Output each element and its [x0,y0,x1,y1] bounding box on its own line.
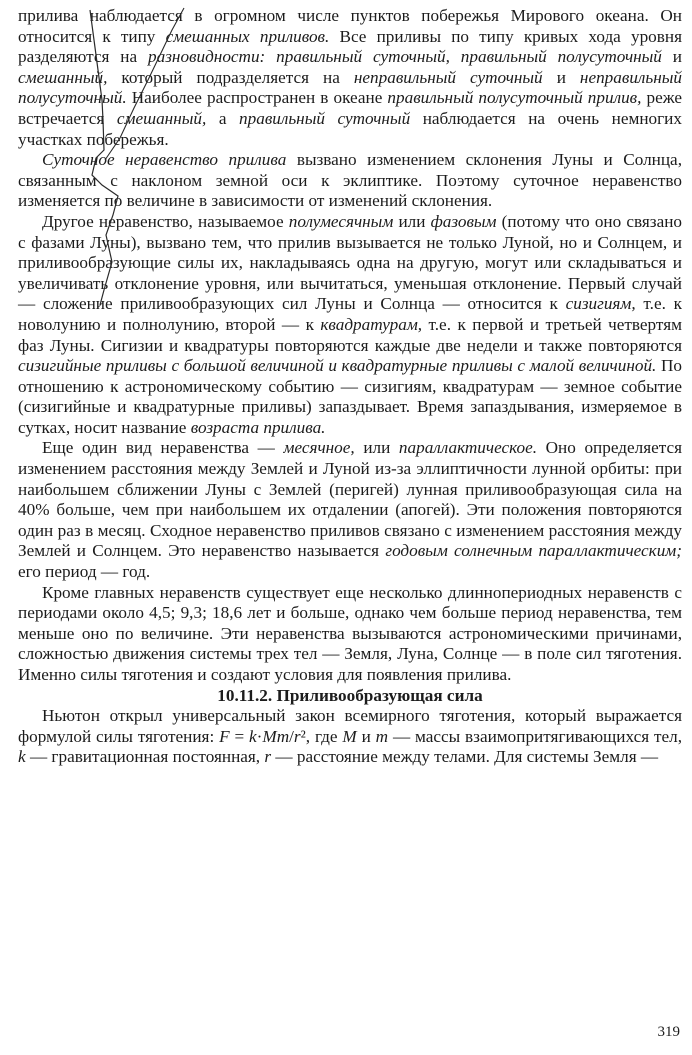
text-block-after-heading [18,706,682,768]
paragraph [18,6,682,150]
italic-term: разновидности: правильный суточный, правильный полусуточный [148,47,662,67]
text-run: Другое неравенство, называемое [42,211,289,231]
text-run: = [229,726,250,746]
italic-term: смешанный, [116,108,207,128]
italic-term: F [219,726,230,746]
italic-term: неправильный суточный [353,67,543,87]
page-body [18,6,682,768]
italic-term: r [293,726,301,746]
text-run: который подразделяется на [107,67,354,87]
text-run: реже встречается [18,88,683,128]
italic-term: k [249,726,257,746]
text-run: т.е. к первой и третьей четвертям фаз Луны. Сигизии и квадратуры повторяются каждые две недели и также повторяются [18,314,682,355]
italic-term: сизигиям, [565,294,636,314]
text-run: По отношению к астрономическому событию — сизигиям, квадратурам — земное событие (сизигийные и квадратурные приливы) запаздывает. Время запаздывания, измеряемое в сутках, носит название [18,356,682,437]
text-run: а [206,108,240,128]
text-run: — массы взаимопритягивающихся тел, [388,726,682,746]
italic-term: m [375,726,389,746]
italic-term: полумесячным [288,211,394,231]
text-run: и [356,726,376,746]
text-run: т.е. к новолунию и полнолунию, второй — к [18,294,682,334]
paragraph [18,212,682,439]
italic-term: смешанных приливов. [165,26,330,46]
text-run: или [354,438,399,458]
paragraph [18,583,682,686]
text-run: и [542,67,580,87]
text-block [18,6,682,686]
paragraph [18,706,682,768]
text-run: , где [305,726,343,746]
italic-term: фазовым [430,211,497,231]
text-run: — гравитационная постоянная, [25,747,265,767]
text-run: (потому что оно связано с фазами Луны), вызвано тем, что прилив вызывается не только Луной, но и Солнцем, и приливообразующие силы их, накладываясь одна на другую, могут или складываться и увеличивать отклонение уровня, или вычитаться, уменьшая отклонение. Первый случай — сложение приливообразующих сил Луны и Солнца — относится к [18,211,682,314]
text-run: наблюдается на очень немногих участках побережья. [18,108,682,149]
text-run: и [661,47,682,67]
italic-term: r [264,747,272,767]
italic-term: годовым солнечным параллактическим; [385,541,682,561]
italic-term: смешанный, [18,67,108,87]
italic-term: Суточное неравенство прилива [42,150,287,170]
italic-term: неправильный полусуточный. [18,67,682,108]
italic-term: M [342,726,357,746]
text-run: вызвано изменением склонения Луны и Солнца, связанным с наклоном земной оси к эклиптике. Поэтому суточное неравенство изменяется по величине в зависимости от изменений склонения. [18,150,682,211]
text-run: Еще один вид неравенства — [42,438,284,458]
italic-term: параллактическое. [398,438,538,458]
italic-term: Mm [262,726,290,746]
italic-term: возраста прилива. [190,417,326,437]
text-run: ² [300,726,306,746]
section-heading: 10.11.2. Приливообразующая сила [217,685,483,705]
text-run: или [393,211,431,231]
text-run: Кроме главных неравенств существует еще несколько длиннопериодных неравенств с периодами около 4,5; 9,3; 18,6 лет и больше, однако чем больше период неравенства, тем меньше оно по величине. Эти неравенства вызываются астрономическими причинами, сложностью движения системы трех тел — Земля, Луна, Солнце — в поле сил тяготения. Именно силы тяготения и создают условия для появления прилива. [18,582,682,684]
paragraph [18,438,682,582]
text-run: его период — год. [18,562,151,582]
text-run: / [289,726,294,746]
text-run: · [256,726,263,746]
paragraph [18,150,682,212]
text-run: Все приливы по типу кривых хода уровня разделяются на [18,26,682,67]
text-run: Оно определяется изменением расстояния между Землей и Луной из-за эллиптичности лунной орбиты: при наибольшем сближении Луны с Землей (перигей) лунная приливообразующая сила на 40% больше, чем при наибольшем их отдалении (апогей). Эти положения повторяются один раз в месяц. Сходное неравенство приливов связано с изменением расстояния между Землей и Солнцем. Это неравенство называется [18,438,682,561]
italic-term: сизигийные приливы с большой величиной и квадратурные приливы с малой величиной. [18,356,657,376]
italic-term: правильный полусуточный прилив, [387,88,642,108]
italic-term: k [18,747,26,767]
text-run: прилива наблюдается в огромном числе пунктов побережья Мирового океана. Он относится к типу [18,6,682,46]
text-run: — расстояние между телами. Для системы Земля — [271,747,659,767]
italic-term: правильный суточный [239,108,411,128]
text-run: Наиболее распространен в океане [126,88,388,108]
page-number: 319 [657,1024,680,1040]
text-run: Ньютон открыл универсальный закон всемирного тяготения, который выражается формулой силы тяготения: [18,706,682,746]
italic-term: квадратурам, [320,314,423,334]
italic-term: месячное, [283,438,355,458]
